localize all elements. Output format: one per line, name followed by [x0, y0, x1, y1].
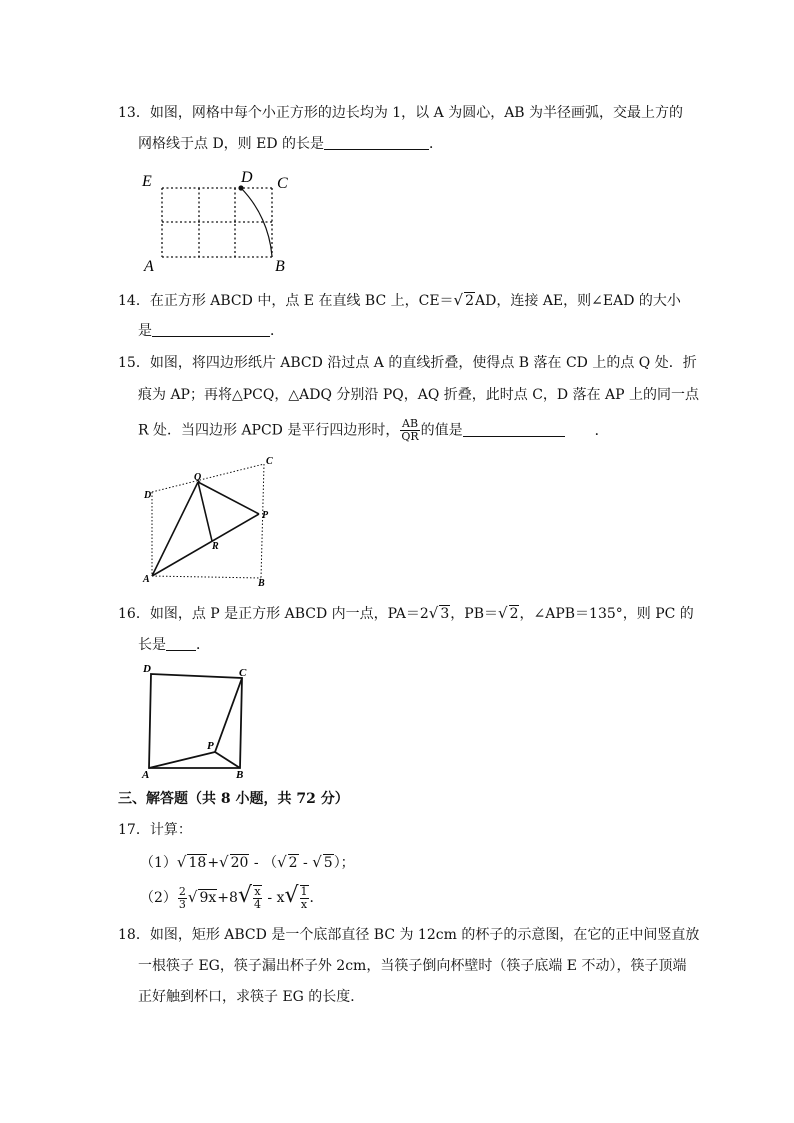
- q15-label-d: D: [144, 490, 152, 501]
- q15-label-b: B: [258, 578, 265, 588]
- q13-label-a: A: [144, 258, 154, 275]
- q13-grid-figure: [138, 166, 298, 278]
- q13-line-2: 网格线于点 D，则 ED 的长是 ．: [138, 136, 444, 152]
- q13-label-b: B: [275, 258, 285, 275]
- q18-line-2: 一根筷子 EG，筷子漏出杯子外 2cm，当筷子倒向杯壁时（筷子底端 E 不动），筷子顶端: [138, 958, 687, 974]
- q17-part-2: （2） $\frac{2}{3}$ √ 9x+8√ $\frac{x}{4}$ - x√ $\frac{1}{x}$ ．: [140, 883, 324, 911]
- q15-label-p: P: [262, 510, 269, 521]
- q16-square-figure: [140, 660, 252, 782]
- q13-label-e: E: [142, 173, 152, 190]
- q16-answer-blank[interactable]: [166, 636, 196, 651]
- q15-answer-blank[interactable]: [463, 422, 565, 437]
- q13-label-c: C: [277, 175, 288, 192]
- q16-label-d: D: [143, 663, 151, 675]
- q17-title: 17．计算：: [118, 822, 192, 838]
- q16-label-b: B: [236, 769, 244, 781]
- q14-answer-blank[interactable]: [152, 322, 270, 337]
- q18-line-1: 18．如图，矩形 ABCD 是一个底部直径 BC 为 12cm 的杯子的示意图，在它的正中间竖直放: [118, 927, 700, 943]
- q15-line-1: 15．如图，将四边形纸片 ABCD 沿过点 A 的直线折叠，使得点 B 落在 CD 上的点 Q 处．折: [118, 355, 697, 371]
- q15-fraction: $\frac{AB}{QR}$: [401, 417, 419, 443]
- q15-line-3: R 处．当四边形 APCD 是平行四边形时， $\frac{AB}{QR}$ 的值是 ．: [138, 417, 609, 443]
- q13-label-d: D: [241, 169, 253, 186]
- q16-label-c: C: [239, 667, 247, 679]
- q18-line-3: 正好触到杯口，求筷子 EG 的长度．: [138, 989, 365, 1005]
- q13-answer-blank[interactable]: [324, 135, 429, 150]
- q15-fold-figure: [140, 452, 290, 588]
- q16-line-1: 16．如图，点 P 是正方形 ABCD 内一点，PA＝2√ 3，PB＝√ 2，∠APB＝135°，则 PC 的: [118, 604, 694, 622]
- q13-line-1: 13．如图，网格中每个小正方形的边长均为 1，以 A 为圆心，AB 为半径画弧，交最上方的: [118, 105, 684, 121]
- q16-label-a: A: [142, 769, 150, 781]
- q15-label-r: R: [212, 541, 219, 552]
- q15-label-q: Q: [194, 472, 202, 483]
- q15-label-a: A: [143, 574, 150, 585]
- q16-line-2: 长是 ．: [138, 637, 210, 653]
- section-heading: 三、解答题（共 8 小题，共 72 分）: [118, 791, 349, 807]
- q15-line-2: 痕为 AP；再将△PCQ，△ADQ 分别沿 PQ，AQ 折叠，此时点 C，D 落在 AP 上的同一点: [138, 387, 700, 403]
- q16-label-p: P: [207, 740, 214, 752]
- q15-label-c: C: [266, 456, 273, 467]
- q17-part-1: （1）√ 18+√ 20 - （√ 2 - √ 5）；: [140, 853, 355, 871]
- q14-line-1: 14．在正方形 ABCD 中，点 E 在直线 BC 上，CE＝√ 2AD，连接 AE，则∠EAD 的大小: [118, 291, 681, 309]
- q14-line-2: 是 ．: [138, 323, 284, 339]
